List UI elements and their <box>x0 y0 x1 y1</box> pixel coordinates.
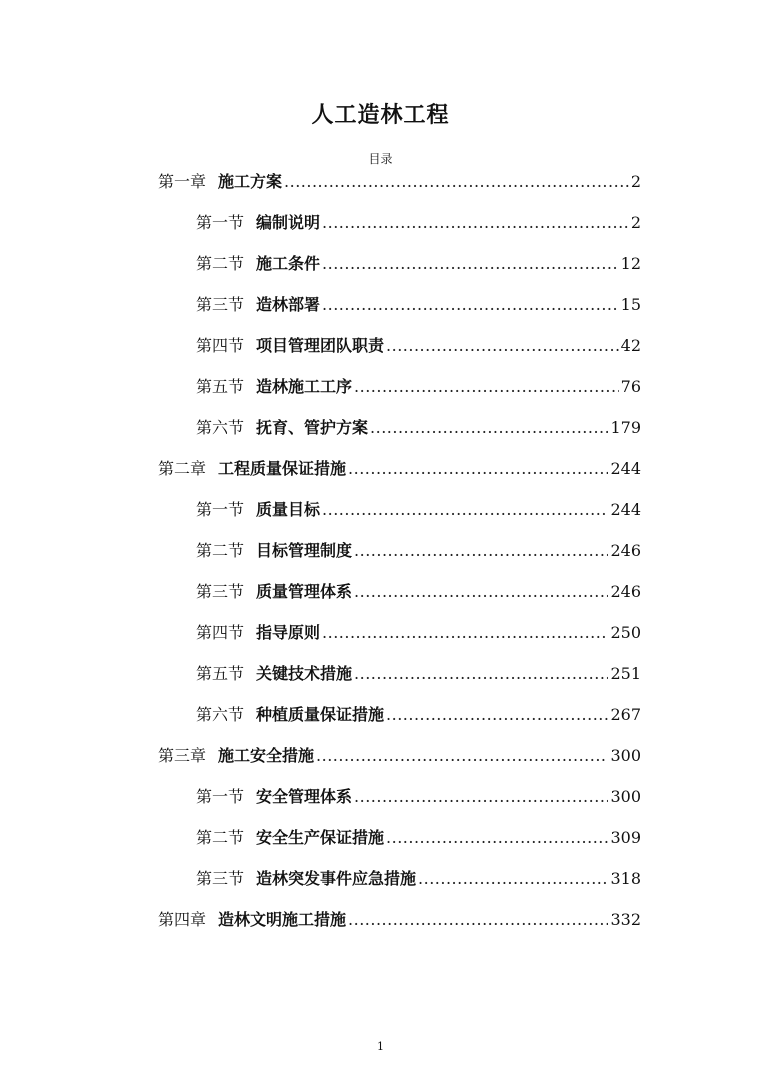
dot-leader <box>354 373 619 401</box>
toc-entry-section[interactable] <box>196 250 641 278</box>
dot-leader <box>354 660 608 688</box>
toc-title: 关键技术措施 <box>256 664 353 683</box>
toc-title: 施工条件 <box>256 254 321 273</box>
toc-title: 质量目标 <box>256 500 321 519</box>
dot-leader <box>386 332 619 360</box>
dot-leader <box>348 455 608 483</box>
toc-page: 332 <box>610 910 641 929</box>
toc-entry-section[interactable] <box>196 209 641 237</box>
toc-entry-section[interactable] <box>196 578 641 606</box>
toc-title: 造林文明施工措施 <box>218 910 347 929</box>
dot-leader <box>418 865 608 893</box>
toc-title: 施工安全措施 <box>218 746 315 765</box>
toc-entry-section[interactable] <box>196 701 641 729</box>
toc-page: 15 <box>620 295 641 314</box>
toc-title: 工程质量保证措施 <box>218 459 347 478</box>
dot-leader <box>322 291 619 319</box>
toc-page: 309 <box>610 828 641 847</box>
toc-page: 300 <box>610 787 641 806</box>
toc-number: 第二节 <box>196 254 245 273</box>
toc-entry-section[interactable] <box>196 332 641 360</box>
toc-entry-section[interactable] <box>196 824 641 852</box>
toc-page: 300 <box>610 746 641 765</box>
toc-entry-section[interactable] <box>196 865 641 893</box>
toc-number: 第二节 <box>196 828 245 847</box>
toc-number: 第二节 <box>196 541 245 560</box>
toc-entry-chapter[interactable] <box>158 168 641 196</box>
toc-entry-section[interactable] <box>196 537 641 565</box>
toc-number: 第一章 <box>158 172 207 191</box>
toc-page: 76 <box>620 377 641 396</box>
toc-title: 指导原则 <box>256 623 321 642</box>
toc-entry-section[interactable] <box>196 496 641 524</box>
toc-title: 编制说明 <box>256 213 321 232</box>
dot-leader <box>386 701 608 729</box>
toc-page: 318 <box>610 869 641 888</box>
dot-leader <box>386 824 608 852</box>
toc-entry-chapter[interactable] <box>158 455 641 483</box>
toc-entry-chapter[interactable] <box>158 742 641 770</box>
toc-number: 第三节 <box>196 869 245 888</box>
toc-number: 第四章 <box>158 910 207 929</box>
toc-page: 2 <box>630 213 641 232</box>
toc-heading: 目录 <box>368 152 393 166</box>
toc-page: 246 <box>610 541 641 560</box>
dot-leader <box>354 537 608 565</box>
toc-title: 造林部署 <box>256 295 321 314</box>
toc-number: 第五节 <box>196 664 245 683</box>
toc-title: 质量管理体系 <box>256 582 353 601</box>
toc-page: 2 <box>630 172 641 191</box>
toc-title: 种植质量保证措施 <box>256 705 385 724</box>
toc-title: 造林突发事件应急措施 <box>256 869 417 888</box>
dot-leader <box>322 209 629 237</box>
toc-entry-section[interactable] <box>196 783 641 811</box>
toc-entry-section[interactable] <box>196 414 641 442</box>
dot-leader <box>316 742 608 770</box>
toc-entry-section[interactable] <box>196 291 641 319</box>
toc-title: 安全生产保证措施 <box>256 828 385 847</box>
dot-leader <box>322 250 619 278</box>
dot-leader <box>348 906 608 934</box>
toc-number: 第三节 <box>196 295 245 314</box>
toc-entry-section[interactable] <box>196 373 641 401</box>
toc-page: 244 <box>610 500 641 519</box>
toc-number: 第四节 <box>196 623 245 642</box>
dot-leader <box>354 578 608 606</box>
toc-title: 造林施工工序 <box>256 377 353 396</box>
toc-page: 250 <box>610 623 641 642</box>
toc-page: 42 <box>620 336 641 355</box>
toc-page: 267 <box>610 705 641 724</box>
toc-title: 施工方案 <box>218 172 283 191</box>
page-number-footer: 1 <box>377 1040 384 1053</box>
toc-page: 246 <box>610 582 641 601</box>
dot-leader <box>284 168 629 196</box>
toc-number: 第二章 <box>158 459 207 478</box>
dot-leader <box>322 496 608 524</box>
toc-number: 第四节 <box>196 336 245 355</box>
toc-entry-section[interactable] <box>196 619 641 647</box>
document-title: 人工造林工程 <box>311 102 450 128</box>
toc-page: 12 <box>620 254 641 273</box>
toc-number: 第三章 <box>158 746 207 765</box>
toc-number: 第六节 <box>196 418 245 437</box>
toc-page: 179 <box>610 418 641 437</box>
toc-title: 安全管理体系 <box>256 787 353 806</box>
toc-title: 项目管理团队职责 <box>256 336 385 355</box>
toc-number: 第一节 <box>196 500 245 519</box>
toc-number: 第一节 <box>196 787 245 806</box>
dot-leader <box>354 783 608 811</box>
toc-entry-section[interactable] <box>196 660 641 688</box>
toc-title: 抚育、管护方案 <box>256 418 369 437</box>
toc-entry-chapter[interactable] <box>158 906 641 934</box>
dot-leader <box>370 414 608 442</box>
toc-page: 244 <box>610 459 641 478</box>
toc-number: 第六节 <box>196 705 245 724</box>
toc-number: 第三节 <box>196 582 245 601</box>
toc-number: 第一节 <box>196 213 245 232</box>
toc-title: 目标管理制度 <box>256 541 353 560</box>
toc-page: 251 <box>610 664 641 683</box>
toc-number: 第五节 <box>196 377 245 396</box>
dot-leader <box>322 619 608 647</box>
